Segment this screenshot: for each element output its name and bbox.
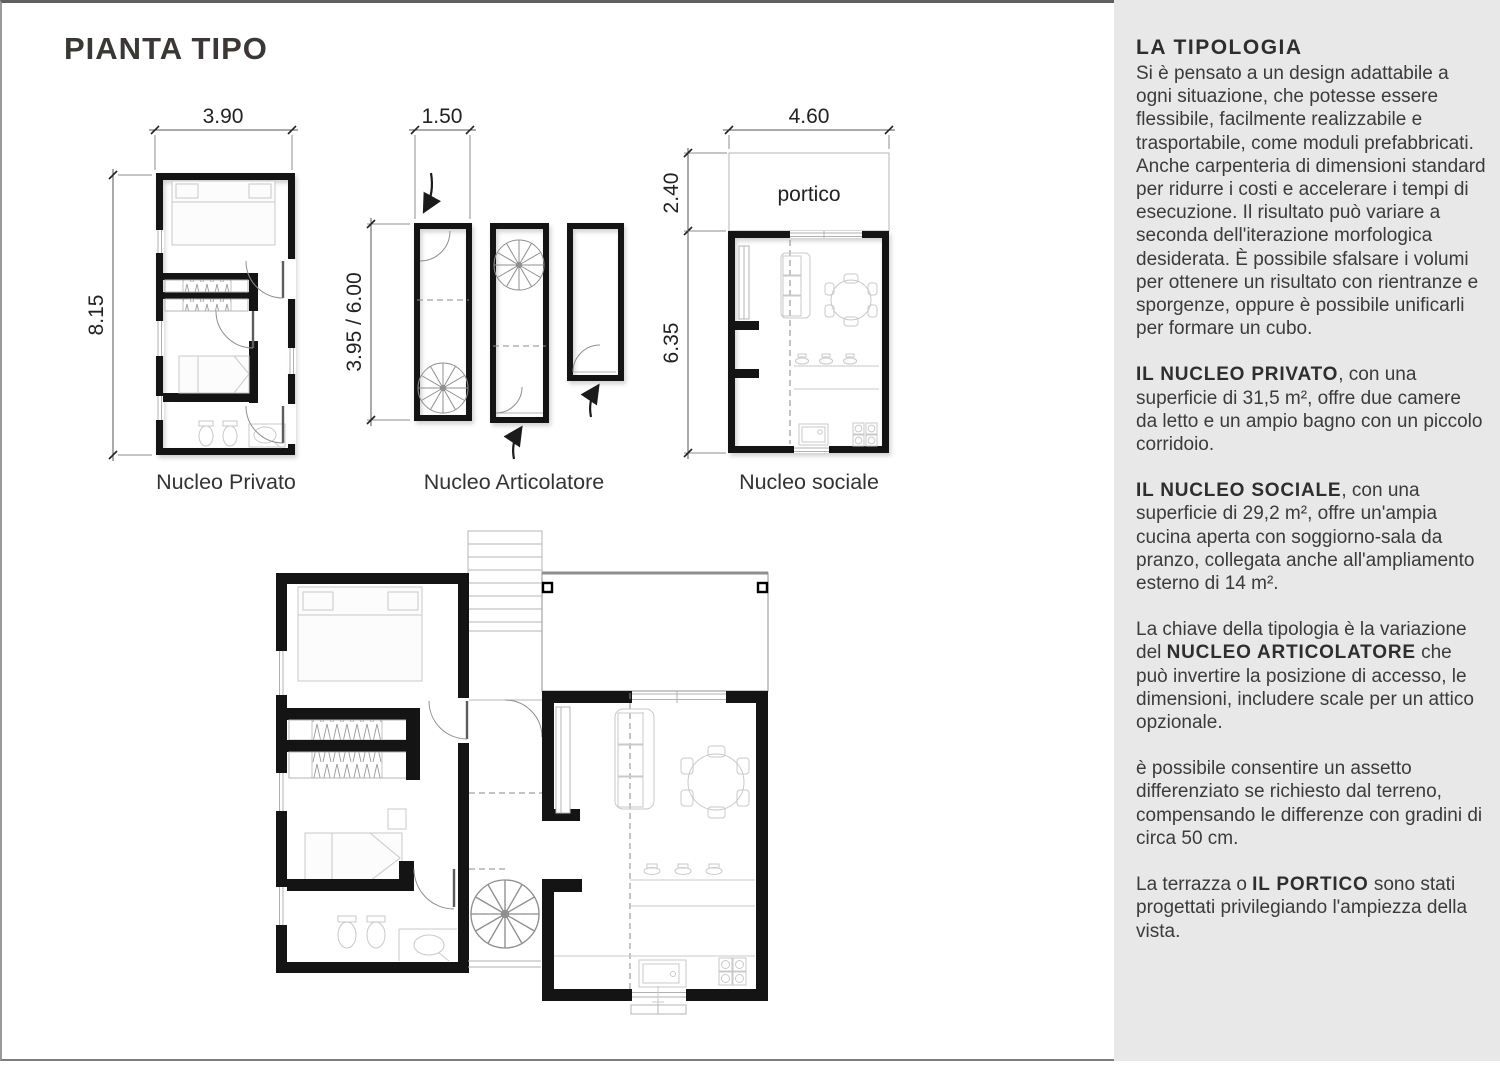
bold-term: IL NUCLEO SOCIALE: [1136, 480, 1342, 502]
variant3-door-arc: [573, 345, 600, 372]
sidebar-paragraph: è possibile consentire un assetto differenziato se richiesto dal terreno, compensando le differenze con gradini di circa 50 cm.: [1136, 758, 1483, 849]
dim-label-artic-width: 1.50: [421, 105, 463, 128]
dimension-height-sociale: [660, 226, 726, 459]
sidebar: [1114, 0, 1500, 1061]
sociale-sofa: [781, 253, 810, 318]
variant2-arrow-up: [513, 431, 519, 459]
dim-label-privato-width: 3.90: [202, 105, 244, 128]
plan-label-sociale: Nucleo sociale: [739, 470, 879, 494]
plan-label-privato: Nucleo Privato: [156, 470, 296, 494]
dimension-portico-depth: [660, 148, 727, 236]
combined-double-bed: [298, 587, 422, 681]
page-title: PIANTA TIPO: [64, 31, 268, 66]
sociale-wall-stub-1: [735, 321, 759, 330]
sociale-dining-table: [825, 274, 877, 326]
corridor-bottom-threshold: [468, 961, 541, 967]
sociale-walls: [728, 231, 889, 453]
dim-label-artic-height: 3.95 / 6.00: [343, 272, 366, 372]
dimension-height-articolatore: [343, 218, 410, 426]
variant2-spiral-stair: [494, 240, 544, 290]
bold-term: IL PORTICO: [1252, 874, 1369, 896]
terrace-post-right: [758, 583, 767, 592]
sidebar-paragraph: IL NUCLEO PRIVATO, con una superficie di 31,5 m², offre due camere da letto e un ampio bagno con un piccolo corridoio.: [1136, 364, 1483, 456]
variant1-spiral-stair: [418, 363, 468, 413]
plan-label-articolatore: Nucleo Articolatore: [423, 470, 605, 494]
combined-sofa: [615, 709, 654, 809]
dimension-width-privato: [149, 105, 298, 170]
floor-plans-drawing: [2, 3, 1116, 1064]
sidebar-paragraph: La chiave della tipologia è la variazione del NUCLEO ARTICOLATORE che può invertire la posizione di accesso, le dimensioni, includere scale per un attico opzionale.: [1136, 619, 1474, 734]
sidebar-paragraph: La terrazza o IL PORTICO sono stati progettati privilegiando l'ampiezza della vista.: [1136, 874, 1468, 942]
exterior-stair: [468, 531, 542, 631]
combined-sociale-walls: [542, 691, 768, 1001]
dim-label-sociale-height: 6.35: [660, 322, 683, 364]
sociale-wall-stub-2: [735, 369, 759, 378]
dim-label-portico: 2.40: [660, 172, 683, 214]
dim-label-sociale-width: 4.60: [788, 105, 830, 128]
combined-entry-doors: [429, 698, 542, 743]
plan-nucleo-articolatore: [343, 105, 624, 494]
terrace: [542, 573, 768, 691]
privato-single-bed: [179, 356, 249, 393]
portico-label: portico: [777, 183, 841, 206]
plan-nucleo-sociale: [660, 105, 895, 494]
privato-double-bed: [172, 181, 275, 245]
combined-wardrobes: [287, 708, 420, 780]
sidebar-paragraph: IL NUCLEO SOCIALE, con una superficie di 29,2 m², offre un'ampia cucina aperta con soggiorno-sala da pranzo, collegata anche all'ampliamento esterno di 14 m².: [1136, 480, 1475, 595]
variant1-door-arc: [420, 231, 450, 261]
sidebar-paragraph: Si è pensato a un design adattabile a ogni situazione, che potesse essere flessibile, facilmente realizzabile e trasportabile, come moduli prefabbricati. Anche carpenteria di dimensioni standard per ridurre i costi e accelerare i tempi di esecuzione. Il risultato può variare a seconda dell'iterazione morfologica desiderata. È possibile sfalsare i volumi per ottenere un risultato con rientranze e sporgenze, oppure è possibile unificarli per formare un cubo.: [1136, 63, 1486, 340]
bold-term: NUCLEO ARTICOLATORE: [1166, 642, 1416, 664]
dimension-width-articolatore: [409, 105, 476, 219]
sociale-kitchen: [794, 354, 879, 446]
articolatore-variant-3: [567, 223, 624, 381]
sidebar-heading: LA TIPOLOGIA: [1136, 36, 1303, 59]
privato-bathroom-fixtures: [199, 421, 285, 448]
variant3-arrow-up: [590, 389, 596, 417]
combined-dining-table: [681, 746, 749, 818]
sociale-shelf: [739, 246, 749, 319]
bold-term: IL NUCLEO PRIVATO: [1136, 364, 1339, 386]
dimension-height-privato: [85, 169, 152, 461]
combined-cabinet: [556, 707, 570, 813]
plan-nucleo-privato: [85, 105, 298, 494]
sidebar-paragraphs: [1136, 62, 1486, 943]
dim-label-privato-height: 8.15: [85, 294, 108, 336]
entry-arrow-down: [426, 173, 432, 208]
dimension-width-sociale: [723, 105, 895, 149]
combined-single-bed: [305, 809, 406, 881]
combined-sociale-windows: [632, 691, 726, 997]
terrace-post-left: [543, 583, 552, 592]
combined-plan: [276, 531, 768, 1014]
variant2-door-arc: [496, 387, 522, 413]
